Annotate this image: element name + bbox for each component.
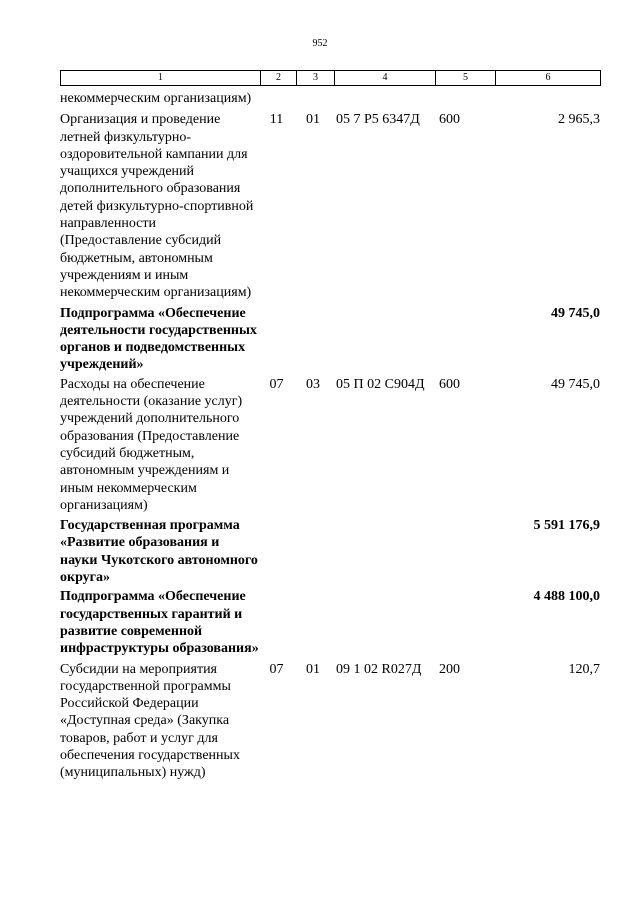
row-subsection: 01 [306,112,320,128]
header-col-3: 3 [297,71,335,86]
table-header [60,70,601,86]
row-name: Организация и проведение летней физкультурно-оздоровительной кампании для учащихся учреждений дополнительного образования детей физкультурно-спортивной направленности (Предоставление субсидий бюджетным, автономным учреждениям и иным некоммерческим организациям) [60,112,254,301]
header-col-4: 4 [335,71,436,86]
row-expense-type: 600 [439,112,460,128]
table-row [60,376,600,514]
row-target-code: 09 1 02 R027Д [336,661,422,677]
row-section: 07 [269,661,284,677]
row-name: Субсидии на мероприятия государственной программы Российской Федерации «Доступная среда» (Закупка товаров, работ и услуг для обеспечения государственных (муниципальных) нужд) [60,661,240,781]
header-col-1: 1 [61,71,261,86]
row-name: Расходы на обеспечение деятельности (оказание услуг) учреждений дополнительного образования (Предоставление субсидий бюджетным, автономным учреждениям и иным некоммерческим организациям) [60,376,243,513]
header-col-5: 5 [436,71,496,86]
header-col-2: 2 [261,71,297,86]
row-section: 07 [269,376,284,392]
table-row [60,90,600,107]
row-amount: 120,7 [568,661,600,677]
row-subsection: 03 [306,376,320,392]
table-row [60,661,600,782]
row-name: Государственная программа «Развитие образования и науки Чукотского автономного округа» [60,518,258,586]
row-name: Подпрограмма «Обеспечение государственных гарантий и развитие современной инфраструктуры образования» [60,589,259,657]
row-target-code: 05 7 Р5 6347Д [336,112,420,128]
table-row [60,305,600,374]
row-amount: 4 488 100,0 [533,589,600,605]
row-amount: 2 965,3 [558,112,600,128]
page-number: 952 [312,38,328,49]
row-amount: 49 745,0 [551,376,600,392]
row-amount: 49 745,0 [551,305,600,321]
row-name: Подпрограмма «Обеспечение деятельности государственных органов и подведомственных учреждений» [60,305,257,373]
row-section: 11 [269,112,284,128]
header-col-6: 6 [496,71,601,86]
row-expense-type: 600 [439,376,460,392]
row-target-code: 05 П 02 С904Д [336,376,425,392]
row-expense-type: 200 [439,661,460,677]
row-amount: 5 591 176,9 [533,518,600,534]
budget-table-body [60,90,600,782]
table-row [60,111,600,301]
row-name: некоммерческим организациям) [60,91,252,106]
table-row [60,517,600,586]
table-row [60,588,600,657]
row-subsection: 01 [306,661,320,677]
